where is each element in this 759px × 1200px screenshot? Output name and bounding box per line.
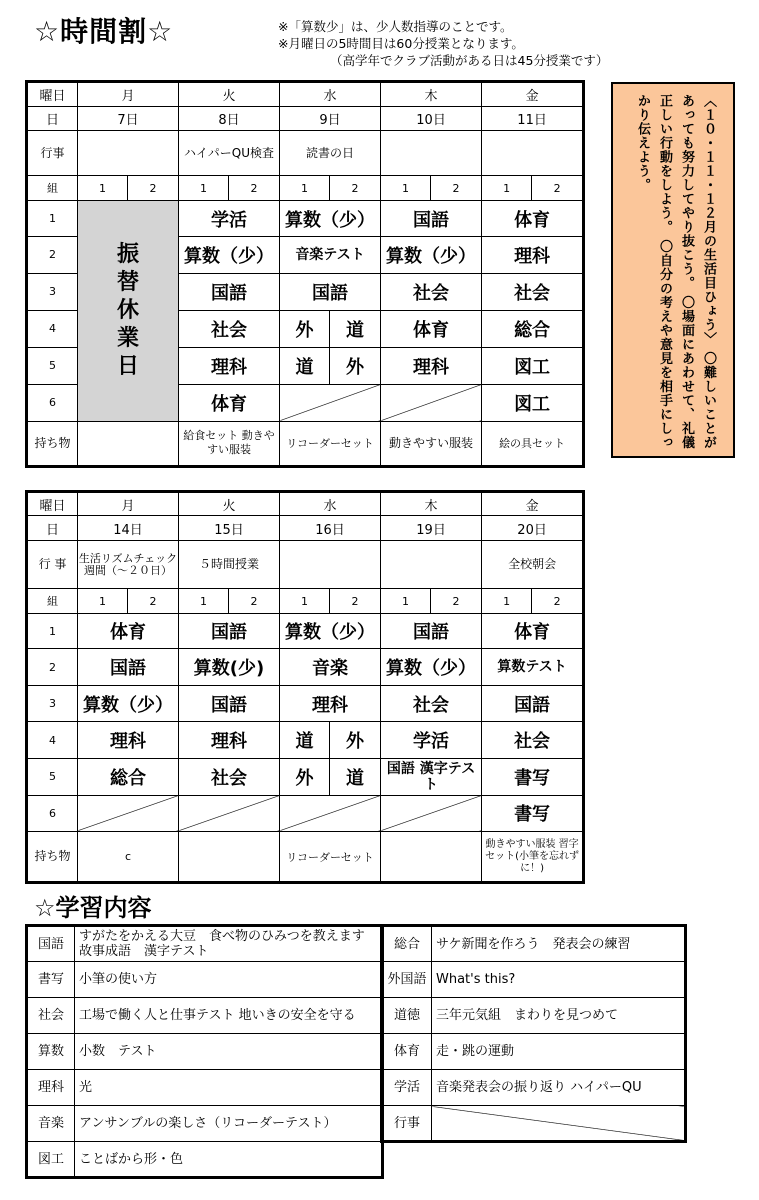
lesson-cell: 国語 — [482, 685, 584, 722]
event-wed: 読書の日 — [280, 131, 381, 176]
subject-content: 走・跳の運動 — [432, 1034, 686, 1070]
group-2: 2 — [431, 589, 482, 613]
learning-table-right — [380, 924, 687, 1143]
header-hi: 日 — [27, 516, 78, 540]
group-2: 2 — [532, 589, 584, 613]
day-mon: 月 — [78, 82, 179, 107]
learning-title: ☆学習内容 — [34, 894, 152, 922]
lesson-cell: 社会 — [179, 310, 280, 347]
lesson-cell: 社会 — [482, 722, 584, 759]
empty-slash-cell — [179, 795, 280, 832]
group-1: 1 — [482, 589, 532, 613]
empty-slash-cell — [280, 384, 381, 421]
subject-content: 小筆の使い方 — [75, 962, 383, 998]
items-mon: c — [78, 832, 179, 883]
day-wed: 水 — [280, 82, 381, 107]
period-5: 5 — [27, 347, 78, 384]
subject-content: アンサンブルの楽しさ（リコーダーテスト） — [75, 1106, 383, 1142]
subject-label: 行事 — [382, 1106, 432, 1142]
subject-label: 外国語 — [382, 962, 432, 998]
holiday-cell: 振 替 休 業 日 — [78, 201, 179, 422]
items-thu: 動きやすい服装 — [381, 421, 482, 466]
items-thu — [381, 832, 482, 883]
lesson-cell: 社会 — [179, 758, 280, 795]
lesson-cell: 理科 — [280, 685, 381, 722]
group-1: 1 — [78, 589, 128, 613]
group-1: 1 — [179, 589, 229, 613]
period-2: 2 — [27, 649, 78, 686]
lesson-cell: 外 — [280, 310, 330, 347]
empty-slash-cell — [381, 795, 482, 832]
subject-content: 三年元気組 まわりを見つめて — [432, 998, 686, 1034]
date-wed: 9日 — [280, 106, 381, 131]
lesson-cell: 国語 — [78, 649, 179, 686]
subject-label: 社会 — [27, 998, 75, 1034]
header-hi: 日 — [27, 106, 78, 131]
lesson-cell: 音楽テスト — [280, 236, 381, 273]
lesson-cell: 外 — [330, 722, 381, 759]
lesson-cell: 社会 — [482, 273, 584, 310]
lesson-cell: 算数（少） — [280, 613, 381, 649]
header-kumi: 組 — [27, 176, 78, 201]
subject-label: 学活 — [382, 1070, 432, 1106]
items-tue: 給食セット 動きやすい服装 — [179, 421, 280, 466]
lesson-cell: 外 — [280, 758, 330, 795]
period-2: 2 — [27, 236, 78, 273]
items-wed: リコーダーセット — [280, 832, 381, 883]
date-mon: 14日 — [78, 516, 179, 540]
note-1: ※「算数少」は、少人数指導のことです。 — [278, 19, 513, 34]
subject-label: 国語 — [27, 926, 75, 962]
day-tue: 火 — [179, 82, 280, 107]
subject-content: 小数 テスト — [75, 1034, 383, 1070]
period-3: 3 — [27, 685, 78, 722]
day-thu: 木 — [381, 492, 482, 516]
period-4: 4 — [27, 722, 78, 759]
subject-label: 体育 — [382, 1034, 432, 1070]
group-2: 2 — [532, 176, 584, 201]
group-2: 2 — [229, 589, 280, 613]
group-1: 1 — [179, 176, 229, 201]
lesson-cell: 理科 — [482, 236, 584, 273]
lesson-cell: 音楽 — [280, 649, 381, 686]
period-3: 3 — [27, 273, 78, 310]
life-goal-text: 〈１０・１１・１２月の生活目ひょう〉 〇難しいことがあっても努力してやり抜こう。 〇場面にあわせて、礼儀正しい行動をしよう。 〇自分の考えや意見を相手にしっかり伝えよう。 — [635, 94, 716, 450]
header-mochimono: 持ち物 — [27, 421, 78, 466]
note-3: （高学年でクラブ活動がある日は45分授業です） — [330, 53, 609, 68]
period-4: 4 — [27, 310, 78, 347]
subject-label: 道徳 — [382, 998, 432, 1034]
header-mochimono: 持ち物 — [27, 832, 78, 883]
subject-content: 音楽発表会の振り返り ハイパーQU — [432, 1070, 686, 1106]
lesson-cell: 道 — [330, 758, 381, 795]
lesson-cell: 算数（少） — [280, 201, 381, 237]
header-gyouji: 行 事 — [27, 540, 78, 589]
event-thu — [381, 131, 482, 176]
period-5: 5 — [27, 758, 78, 795]
group-2: 2 — [431, 176, 482, 201]
subject-content: What's this? — [432, 962, 686, 998]
subject-content: すがたをかえる大豆 食べ物のひみつを教えます 故事成語 漢字テスト — [75, 926, 383, 962]
lesson-cell: 体育 — [482, 613, 584, 649]
event-tue: ５時間授業 — [179, 540, 280, 589]
items-tue — [179, 832, 280, 883]
period-6: 6 — [27, 795, 78, 832]
day-mon: 月 — [78, 492, 179, 516]
group-2: 2 — [229, 176, 280, 201]
date-fri: 20日 — [482, 516, 584, 540]
lesson-cell: 国語 — [179, 273, 280, 310]
group-2: 2 — [128, 176, 179, 201]
event-tue: ハイパーQU検査 — [179, 131, 280, 176]
group-2: 2 — [330, 589, 381, 613]
lesson-cell: 道 — [280, 722, 330, 759]
items-wed: リコーダーセット — [280, 421, 381, 466]
group-1: 1 — [381, 176, 431, 201]
group-1: 1 — [280, 176, 330, 201]
date-tue: 8日 — [179, 106, 280, 131]
lesson-cell: 理科 — [78, 722, 179, 759]
date-thu: 10日 — [381, 106, 482, 131]
event-wed — [280, 540, 381, 589]
lesson-cell: 理科 — [179, 347, 280, 384]
event-mon: 生活リズムチェック週間（～２０日） — [78, 540, 179, 589]
date-mon: 7日 — [78, 106, 179, 131]
subject-label: 書写 — [27, 962, 75, 998]
event-fri: 全校朝会 — [482, 540, 584, 589]
period-6: 6 — [27, 384, 78, 421]
header-kumi: 組 — [27, 589, 78, 613]
learning-table-left — [25, 924, 384, 1179]
lesson-cell: 社会 — [381, 273, 482, 310]
event-mon — [78, 131, 179, 176]
lesson-cell: 総合 — [482, 310, 584, 347]
lesson-cell: 図工 — [482, 347, 584, 384]
group-1: 1 — [381, 589, 431, 613]
lesson-cell: 算数（少） — [381, 649, 482, 686]
lesson-cell: 外 — [330, 347, 381, 384]
lesson-cell: 道 — [280, 347, 330, 384]
lesson-cell: 図工 — [482, 384, 584, 421]
lesson-cell: 書写 — [482, 795, 584, 832]
page-title: ☆時間割☆ — [34, 15, 174, 48]
lesson-cell: 道 — [330, 310, 381, 347]
day-tue: 火 — [179, 492, 280, 516]
lesson-cell: 国語 — [179, 613, 280, 649]
lesson-cell: 国語 — [381, 613, 482, 649]
lesson-cell: 国語 — [179, 685, 280, 722]
subject-content: ことばから形・色 — [75, 1142, 383, 1178]
lesson-cell: 国語 — [381, 201, 482, 237]
period-1: 1 — [27, 613, 78, 649]
group-2: 2 — [330, 176, 381, 201]
day-fri: 金 — [482, 492, 584, 516]
date-wed: 16日 — [280, 516, 381, 540]
subject-label: 算数 — [27, 1034, 75, 1070]
lesson-cell: 総合 — [78, 758, 179, 795]
empty-slash-cell — [280, 795, 381, 832]
group-1: 1 — [78, 176, 128, 201]
life-goal-box — [611, 82, 735, 458]
lesson-cell: 算数（少） — [179, 236, 280, 273]
lesson-cell: 社会 — [381, 685, 482, 722]
subject-label: 理科 — [27, 1070, 75, 1106]
period-1: 1 — [27, 201, 78, 237]
lesson-cell: 体育 — [179, 384, 280, 421]
group-1: 1 — [482, 176, 532, 201]
empty-slash-cell — [381, 384, 482, 421]
items-fri: 動きやすい服装 習字セット(小筆を忘れずに！) — [482, 832, 584, 883]
group-1: 1 — [280, 589, 330, 613]
lesson-cell: 理科 — [179, 722, 280, 759]
subject-content: 工場で働く人と仕事テスト 地いきの安全を守る — [75, 998, 383, 1034]
subject-content: サケ新聞を作ろう 発表会の練習 — [432, 926, 686, 962]
day-fri: 金 — [482, 82, 584, 107]
lesson-cell: 体育 — [482, 201, 584, 237]
items-mon — [78, 421, 179, 466]
day-wed: 水 — [280, 492, 381, 516]
lesson-cell: 算数テスト — [482, 649, 584, 686]
lesson-cell: 国語 — [280, 273, 381, 310]
date-fri: 11日 — [482, 106, 584, 131]
timetable-week1 — [25, 80, 585, 468]
subject-content: 光 — [75, 1070, 383, 1106]
timetable-week2 — [25, 490, 585, 884]
date-tue: 15日 — [179, 516, 280, 540]
header-youbi: 曜日 — [27, 82, 78, 107]
event-fri — [482, 131, 584, 176]
lesson-cell: 体育 — [381, 310, 482, 347]
event-thu — [381, 540, 482, 589]
note-2: ※月曜日の5時間目は60分授業となります。 — [278, 36, 524, 51]
lesson-cell: 理科 — [381, 347, 482, 384]
lesson-cell: 学活 — [381, 722, 482, 759]
header-gyouji: 行事 — [27, 131, 78, 176]
lesson-cell: 書写 — [482, 758, 584, 795]
header-youbi: 曜日 — [27, 492, 78, 516]
subject-content — [432, 1106, 686, 1142]
date-thu: 19日 — [381, 516, 482, 540]
lesson-cell: 体育 — [78, 613, 179, 649]
lesson-cell: 国語 漢字テスト — [381, 758, 482, 795]
subject-label: 図工 — [27, 1142, 75, 1178]
lesson-cell: 算数（少） — [381, 236, 482, 273]
lesson-cell: 算数（少） — [78, 685, 179, 722]
items-fri: 絵の具セット — [482, 421, 584, 466]
notes — [278, 18, 608, 69]
empty-slash-cell — [78, 795, 179, 832]
subject-label: 総合 — [382, 926, 432, 962]
group-2: 2 — [128, 589, 179, 613]
lesson-cell: 学活 — [179, 201, 280, 237]
subject-label: 音楽 — [27, 1106, 75, 1142]
day-thu: 木 — [381, 82, 482, 107]
lesson-cell: 算数(少) — [179, 649, 280, 686]
